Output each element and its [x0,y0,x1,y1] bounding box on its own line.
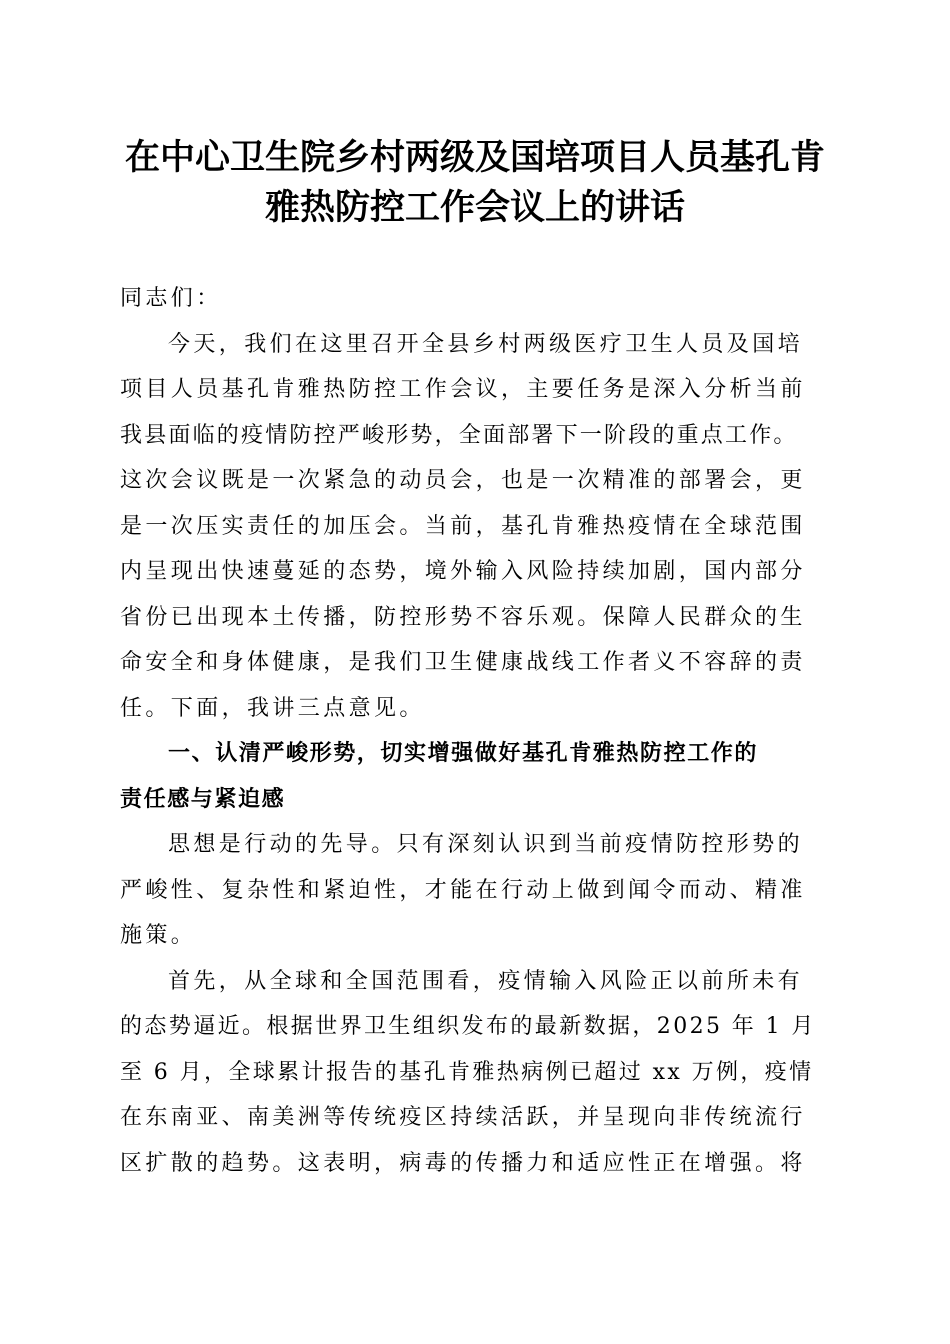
salutation [120,276,830,322]
document-title [100,133,850,233]
text-line: 同志们： [120,286,222,311]
text-line: 任。下面，我讲三点意见。 [120,695,425,721]
heading-line: 一、认清严峻形势，切实增强做好基孔肯雅热防控工作的 [168,741,759,766]
title-line: 雅热防控工作会议上的讲话 [264,187,685,228]
text-line: 命安全和身体健康，是我们卫生健康战线工作者义不容辞的责 [120,650,806,675]
document-body [120,276,830,1186]
text-line: 严峻性、复杂性和紧迫性，才能在行动上做到闻令而动、精准 [120,877,806,903]
text-line: 项目人员基孔肯雅热防控工作会议，主要任务是深入分析当前 [120,377,806,402]
text-line: 内呈现出快速蔓延的态势，境外输入风险持续加剧，国内部分 [120,559,806,584]
text-line: 省份已出现本土传播，防控形势不容乐观。保障人民群众的生 [120,604,806,630]
text-line: 今天，我们在这里召开全县乡村两级医疗卫生人员及国培 [168,331,804,357]
text-line: 在东南亚、南美洲等传统疫区持续活跃，并呈现向非传统流行 [120,1105,806,1130]
section-heading-1 [120,731,830,822]
paragraph-thought [120,822,830,959]
text-line: 我县面临的疫情防控严峻形势，全面部署下一阶段的重点工作。 [120,422,798,448]
title-line: 在中心卫生院乡村两级及国培项目人员基孔肯 [124,137,825,178]
text-line: 思想是行动的先导。只有深刻认识到当前疫情防控形势的 [168,832,804,857]
text-line: 首先，从全球和全国范围看，疫情输入风险正以前所未有 [168,968,804,994]
text-line: 区扩散的趋势。这表明，病毒的传播力和适应性正在增强。将 [120,1150,806,1176]
paragraph-opening [120,322,830,732]
text-line: 这次会议既是一次紧急的动员会，也是一次精准的部署会，更 [120,468,806,493]
text-line: 施策。 [120,923,197,948]
text-line: 是一次压实责任的加压会。当前，基孔肯雅热疫情在全球范围 [120,513,806,539]
heading-line: 责任感与紧迫感 [120,786,286,812]
text-line: 的态势逼近。根据世界卫生组织发布的最新数据，2025 年 1 月 [120,1014,816,1039]
paragraph-first [120,959,830,1187]
text-line: 至 6 月，全球累计报告的基孔肯雅热病例已超过 xx 万例，疫情 [120,1059,814,1085]
